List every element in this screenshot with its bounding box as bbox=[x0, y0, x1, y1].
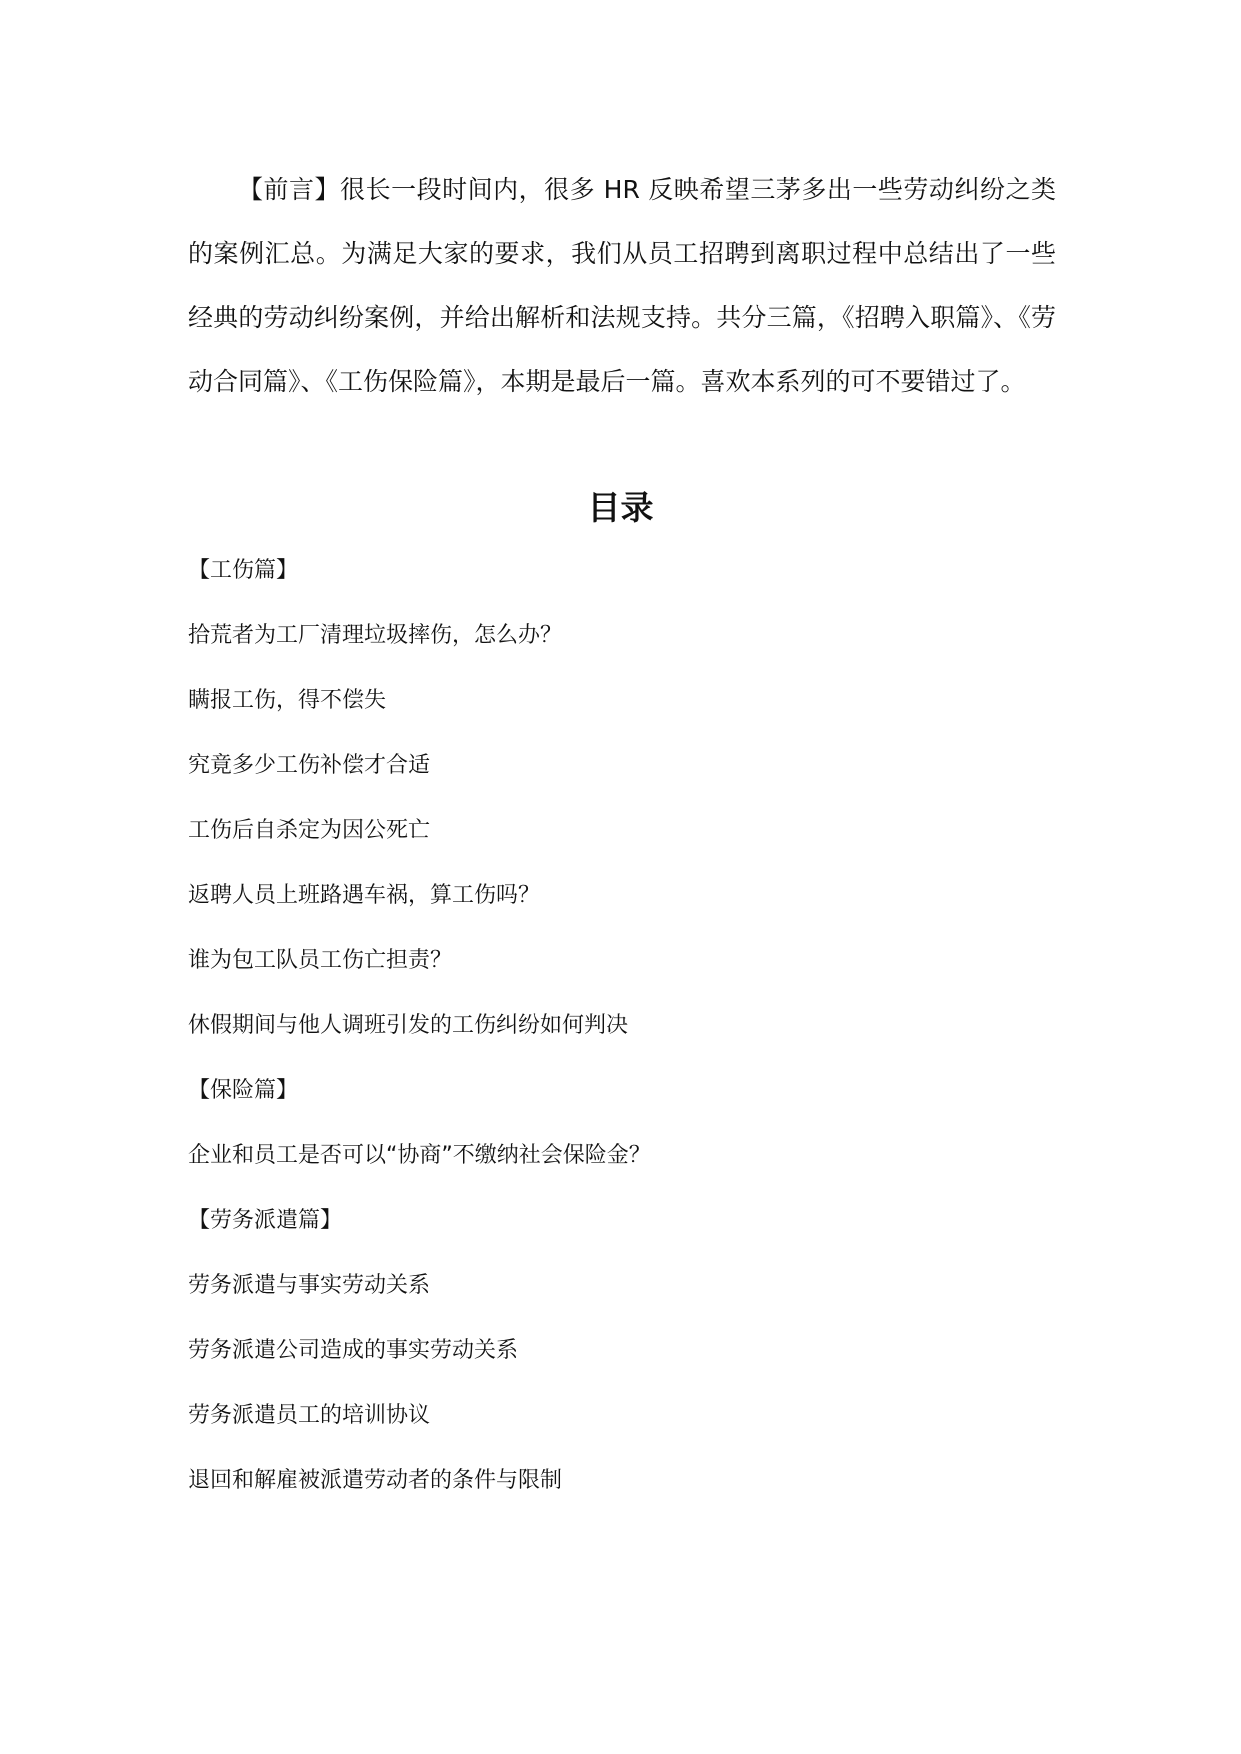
toc-section-heading: 【保险篇】 bbox=[188, 1078, 299, 1103]
toc-item: 拾荒者为工厂清理垃圾摔伤，怎么办？ bbox=[188, 623, 563, 648]
toc-item: 返聘人员上班路遇车祸，算工伤吗？ bbox=[188, 883, 541, 908]
toc-item: 劳务派遣与事实劳动关系 bbox=[188, 1273, 431, 1298]
toc-item: 退回和解雇被派遣劳动者的条件与限制 bbox=[188, 1468, 563, 1493]
toc-section-heading: 【劳务派遣篇】 bbox=[188, 1208, 343, 1233]
preface-paragraph: 【前言】很长一段时间内，很多 HR 反映希望三茅多出一些劳动纠纷之类的案例汇总。为满足大家的要求，我们从员工招聘到离职过程中总结出了一些经典的劳动纠纷案例，并给出解析和法规支持。共分三篇，《招聘入职篇》、《劳动合同篇》、《工伤保险篇》，本期是最后一篇。喜欢本系列的可不要错过了。 bbox=[188, 175, 1056, 396]
toc-item: 劳务派遣员工的培训协议 bbox=[188, 1403, 431, 1428]
toc-item: 瞒报工伤，得不偿失 bbox=[188, 688, 387, 713]
toc-item: 工伤后自杀定为因公死亡 bbox=[188, 818, 431, 843]
toc-item: 谁为包工队员工伤亡担责？ bbox=[188, 948, 453, 973]
toc-section-heading: 【工伤篇】 bbox=[188, 558, 299, 583]
toc-item: 休假期间与他人调班引发的工伤纠纷如何判决 bbox=[188, 1013, 629, 1038]
toc-list bbox=[188, 553, 651, 1528]
toc-title: 目录 bbox=[587, 488, 654, 527]
toc-item: 企业和员工是否可以“协商”不缴纳社会保险金？ bbox=[188, 1143, 651, 1168]
toc-item: 劳务派遣公司造成的事实劳动关系 bbox=[188, 1338, 519, 1363]
toc-item: 究竟多少工伤补偿才合适 bbox=[188, 753, 431, 778]
